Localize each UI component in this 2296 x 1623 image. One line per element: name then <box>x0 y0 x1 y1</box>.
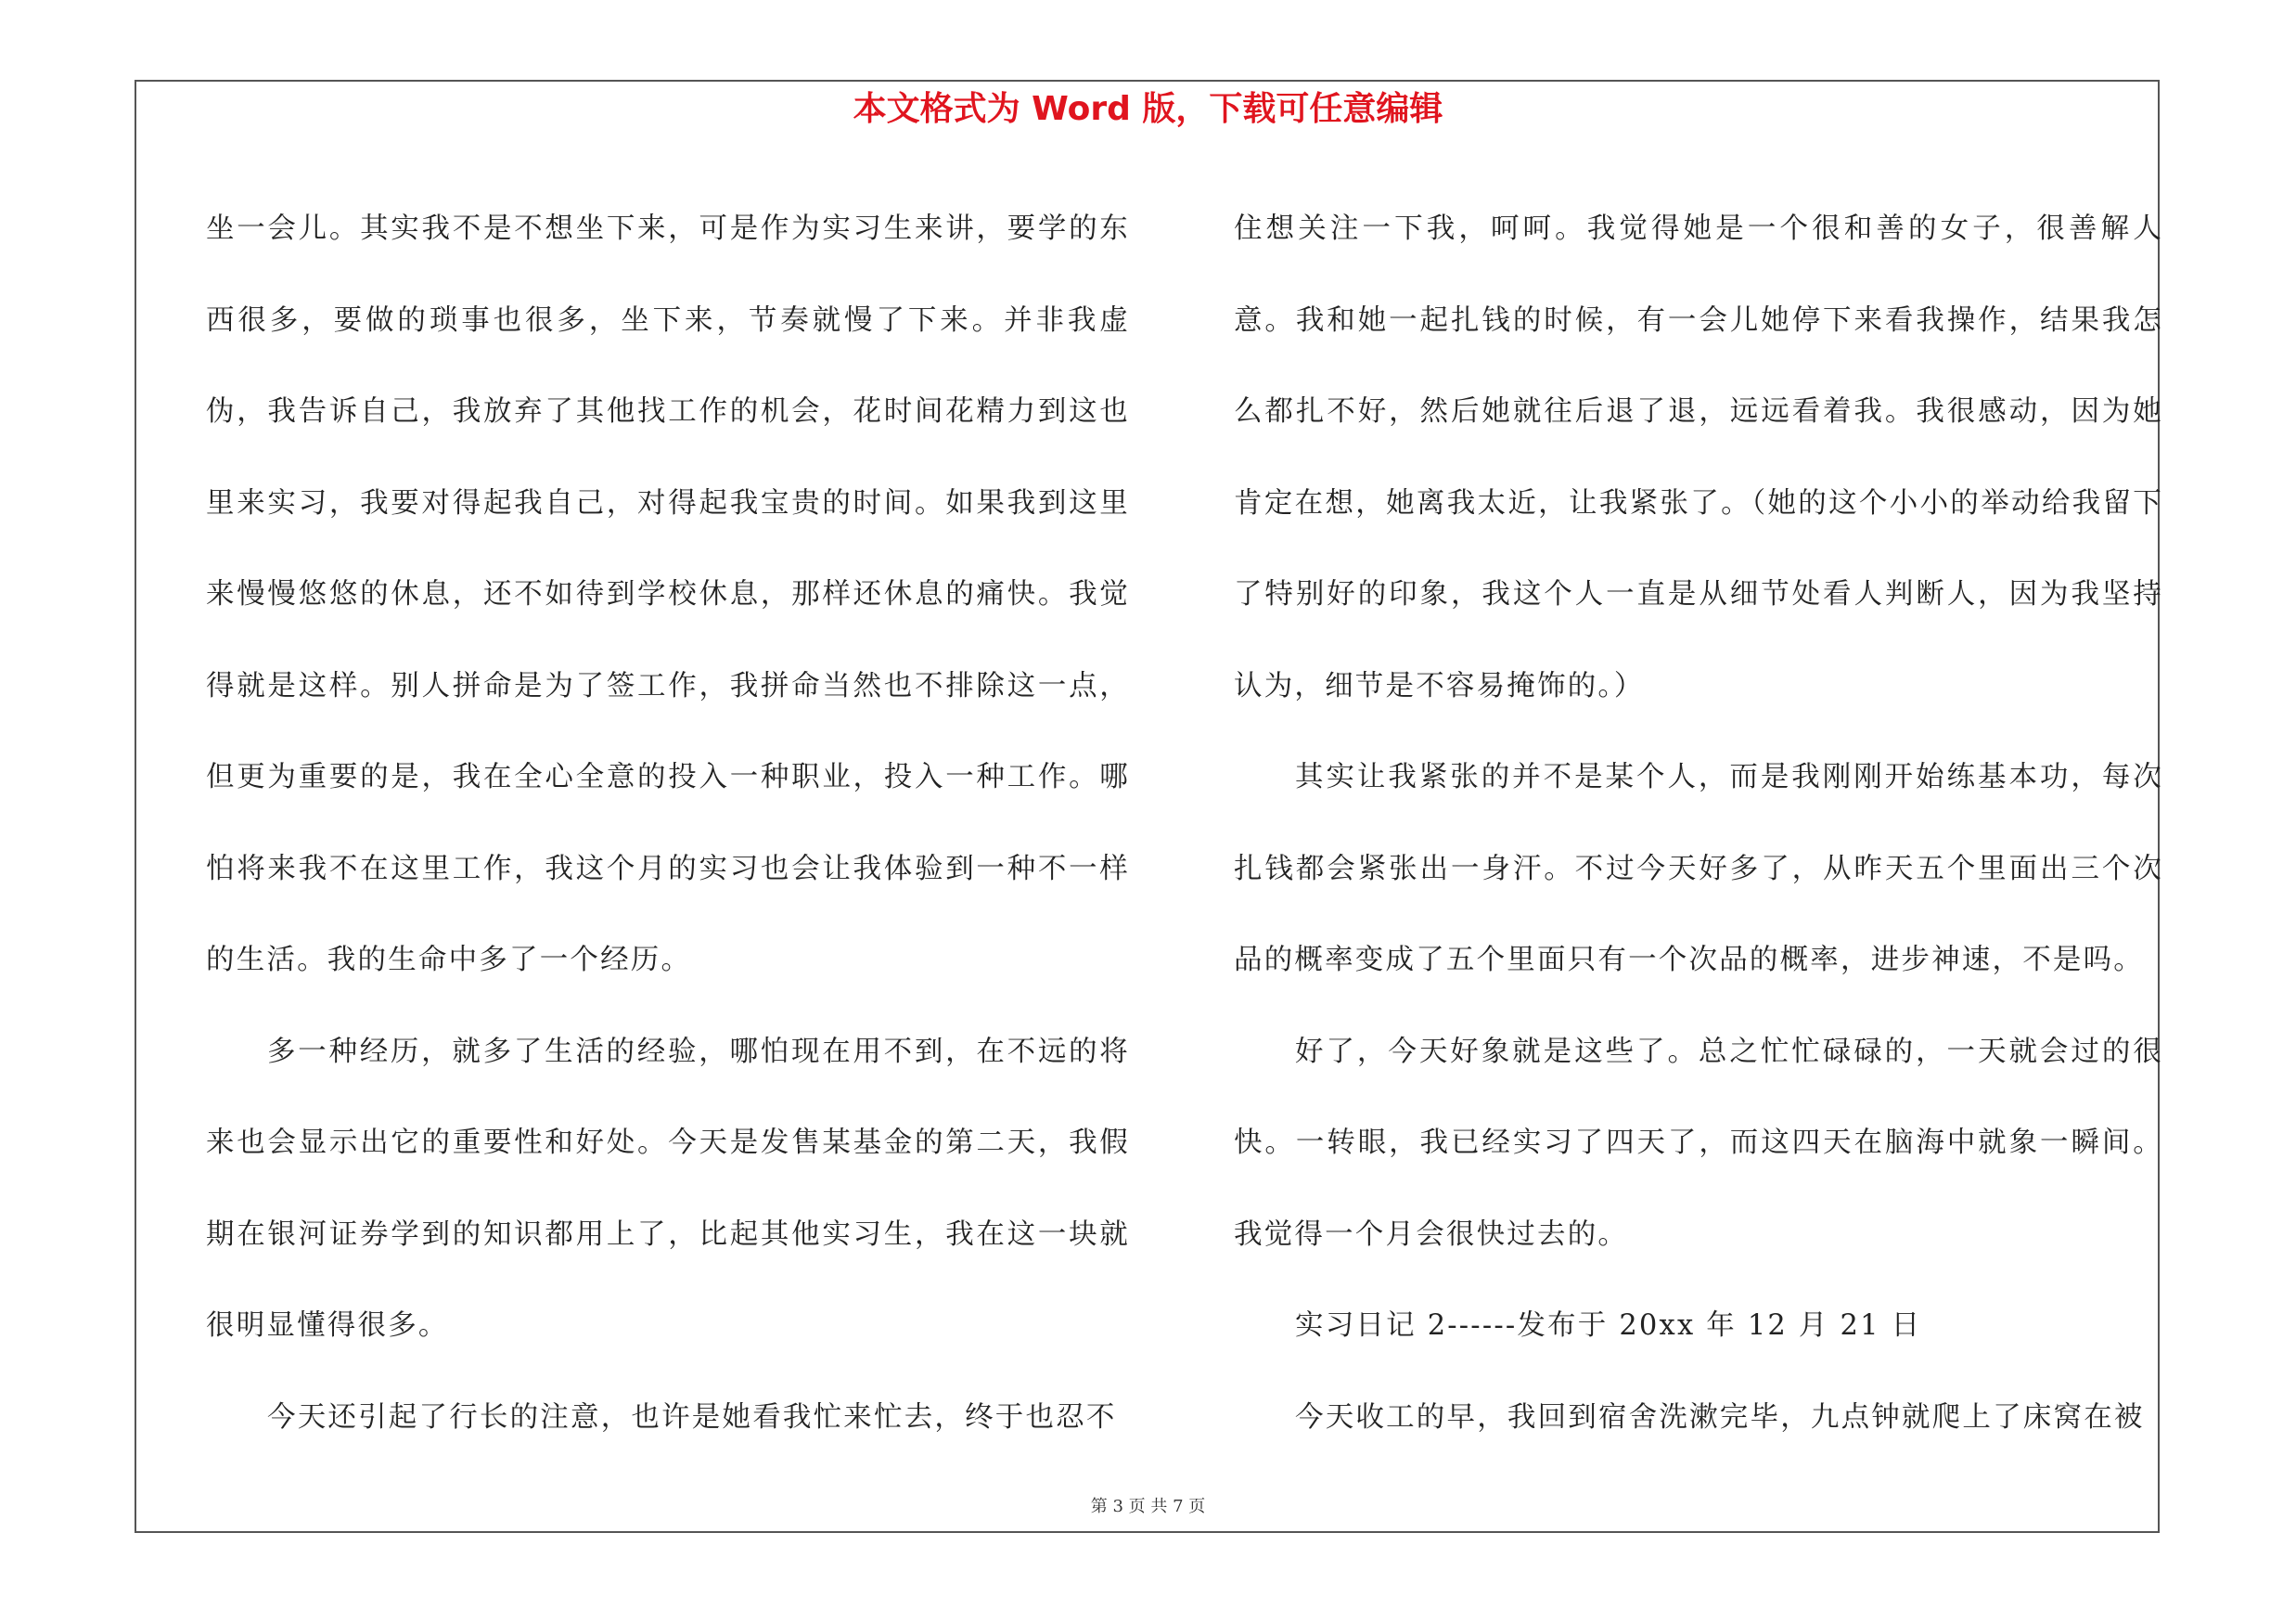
right-paragraph-5: 今天收工的早，我回到宿舍洗漱完毕，九点钟就爬上了床窝在被 <box>1295 1400 2145 1434</box>
left-text-column <box>206 184 1130 1463</box>
right-text-column <box>1234 184 2163 1463</box>
left-paragraph-1: 坐一会儿。其实我不是不想坐下来，可是作为实习生来讲，要学的东西很多，要做的琐事也很多，坐下来，节奏就慢了下来。并非我虚伪，我告诉自己，我放弃了其他找工作的机会，花时间花精力到这也里来实习，我要对得起我自己，对得起我宝贵的时间。如果我到这里来慢慢悠悠的休息，还不如待到学校休息，那样还休息的痛快。我觉得就是这样。别人拼命是为了签工作，我拼命当然也不排除这一点，但更为重要的是，我在全心全意的投入一种职业，投入一种工作。哪怕将来我不在这里工作，我这个月的实习也会让我体验到一种不一样的生活。我的生命中多了一个经历。 <box>206 213 1130 976</box>
right-paragraph-3: 好了，今天好象就是这些了。总之忙忙碌碌的，一天就会过的很快。一转眼，我已经实习了四天了，而这四天在脑海中就象一瞬间。我觉得一个月会很快过去的。 <box>1234 1035 2163 1251</box>
right-paragraph-1: 住想关注一下我，呵呵。我觉得她是一个很和善的女子，很善解人意。我和她一起扎钱的时候，有一会儿她停下来看我操作，结果我怎么都扎不好，然后她就往后退了退，远远看着我。我很感动，因为她肯定在想，她离我太近，让我紧张了。（她的这个小小的举动给我留下了特别好的印象，我这个人一直是从细节处看人判断人，因为我坚持认为，细节是不容易掩饰的。） <box>1234 213 2163 702</box>
left-paragraph-3: 今天还引起了行长的注意，也许是她看我忙来忙去，终于也忍不 <box>267 1400 1117 1434</box>
page-number-footer: 第 3 页 共 7 页 <box>1090 1497 1206 1516</box>
word-format-banner: 本文格式为 Word 版，下载可任意编辑 <box>853 90 1443 128</box>
right-paragraph-2: 其实让我紧张的并不是某个人，而是我刚刚开始练基本功，每次扎钱都会紧张出一身汗。不过今天好多了，从昨天五个里面出三个次品的概率变成了五个里面只有一个次品的概率，进步神速，不是吗。 <box>1234 761 2163 976</box>
left-paragraph-2: 多一种经历，就多了生活的经验，哪怕现在用不到，在不远的将来也会显示出它的重要性和好处。今天是发售某基金的第二天，我假期在银河证券学到的知识都用上了，比起其他实习生，我在这一块就很明显懂得很多。 <box>206 1035 1130 1342</box>
diary-entry-heading: 实习日记 2------发布于 20xx 年 12 月 21 日 <box>1295 1309 1922 1342</box>
